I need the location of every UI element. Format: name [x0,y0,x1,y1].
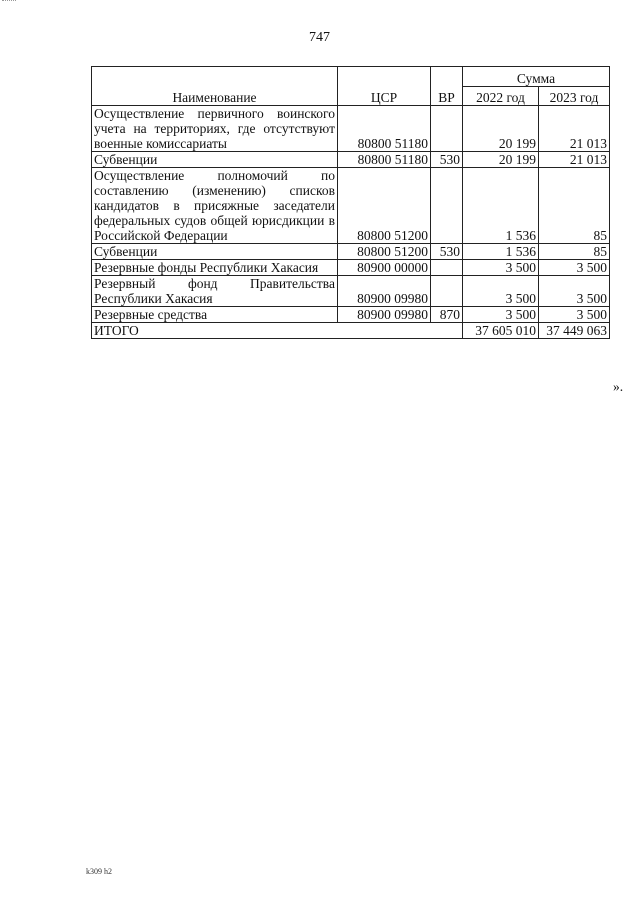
corner-mark [2,0,16,3]
row-2023: 85 [539,168,610,244]
table-row [92,168,610,244]
header-year-2023: 2023 год [539,87,610,106]
header-vr: ВР [431,67,463,106]
row-2023: 21 013 [539,152,610,168]
header-name: Наименование [92,67,338,106]
row-csr: 80800 51180 [338,152,431,168]
row-name: Осуществление первичного воинского учета на территориях, где отсутствуют военные комиссариаты [92,106,338,152]
row-2022: 20 199 [463,106,539,152]
row-2023: 85 [539,244,610,260]
footer-code: k309 h2 [86,867,112,876]
row-2023: 3 500 [539,307,610,323]
page-number: 747 [309,30,330,45]
row-2022: 20 199 [463,152,539,168]
row-csr: 80800 51200 [338,168,431,244]
row-2022: 1 536 [463,168,539,244]
header-sum: Сумма [463,67,610,87]
row-vr [431,260,463,276]
row-name: Резервный фонд Правительства Республики Хакасия [92,276,338,307]
closing-quote: ». [613,379,624,394]
row-vr: 530 [431,244,463,260]
row-csr: 80800 51180 [338,106,431,152]
row-2023: 3 500 [539,260,610,276]
row-2023: 21 013 [539,106,610,152]
table-row [92,152,610,168]
row-csr: 80900 09980 [338,276,431,307]
table-row [92,244,610,260]
row-2022: 3 500 [463,260,539,276]
row-2023: 3 500 [539,276,610,307]
table-row [92,276,610,307]
table-row [92,106,610,152]
table-row [92,260,610,276]
total-2023: 37 449 063 [539,323,610,339]
row-csr: 80800 51200 [338,244,431,260]
row-csr: 80900 00000 [338,260,431,276]
table-row [92,307,610,323]
total-label: ИТОГО [92,323,463,339]
row-vr [431,106,463,152]
row-vr [431,168,463,244]
budget-table [91,66,610,339]
row-2022: 3 500 [463,307,539,323]
total-2022: 37 605 010 [463,323,539,339]
row-2022: 1 536 [463,244,539,260]
row-name: Субвенции [92,152,338,168]
header-csr: ЦСР [338,67,431,106]
row-2022: 3 500 [463,276,539,307]
row-name: Резервные средства [92,307,338,323]
header-year-2022: 2022 год [463,87,539,106]
row-name: Осуществление полномочий по составлению (изменению) списков кандидатов в присяжные заседатели федеральных судов общей юрисдикции в Российской Федерации [92,168,338,244]
row-name: Резервные фонды Республики Хакасия [92,260,338,276]
row-vr: 530 [431,152,463,168]
row-vr [431,276,463,307]
total-row [92,323,610,339]
row-vr: 870 [431,307,463,323]
row-csr: 80900 09980 [338,307,431,323]
row-name: Субвенции [92,244,338,260]
